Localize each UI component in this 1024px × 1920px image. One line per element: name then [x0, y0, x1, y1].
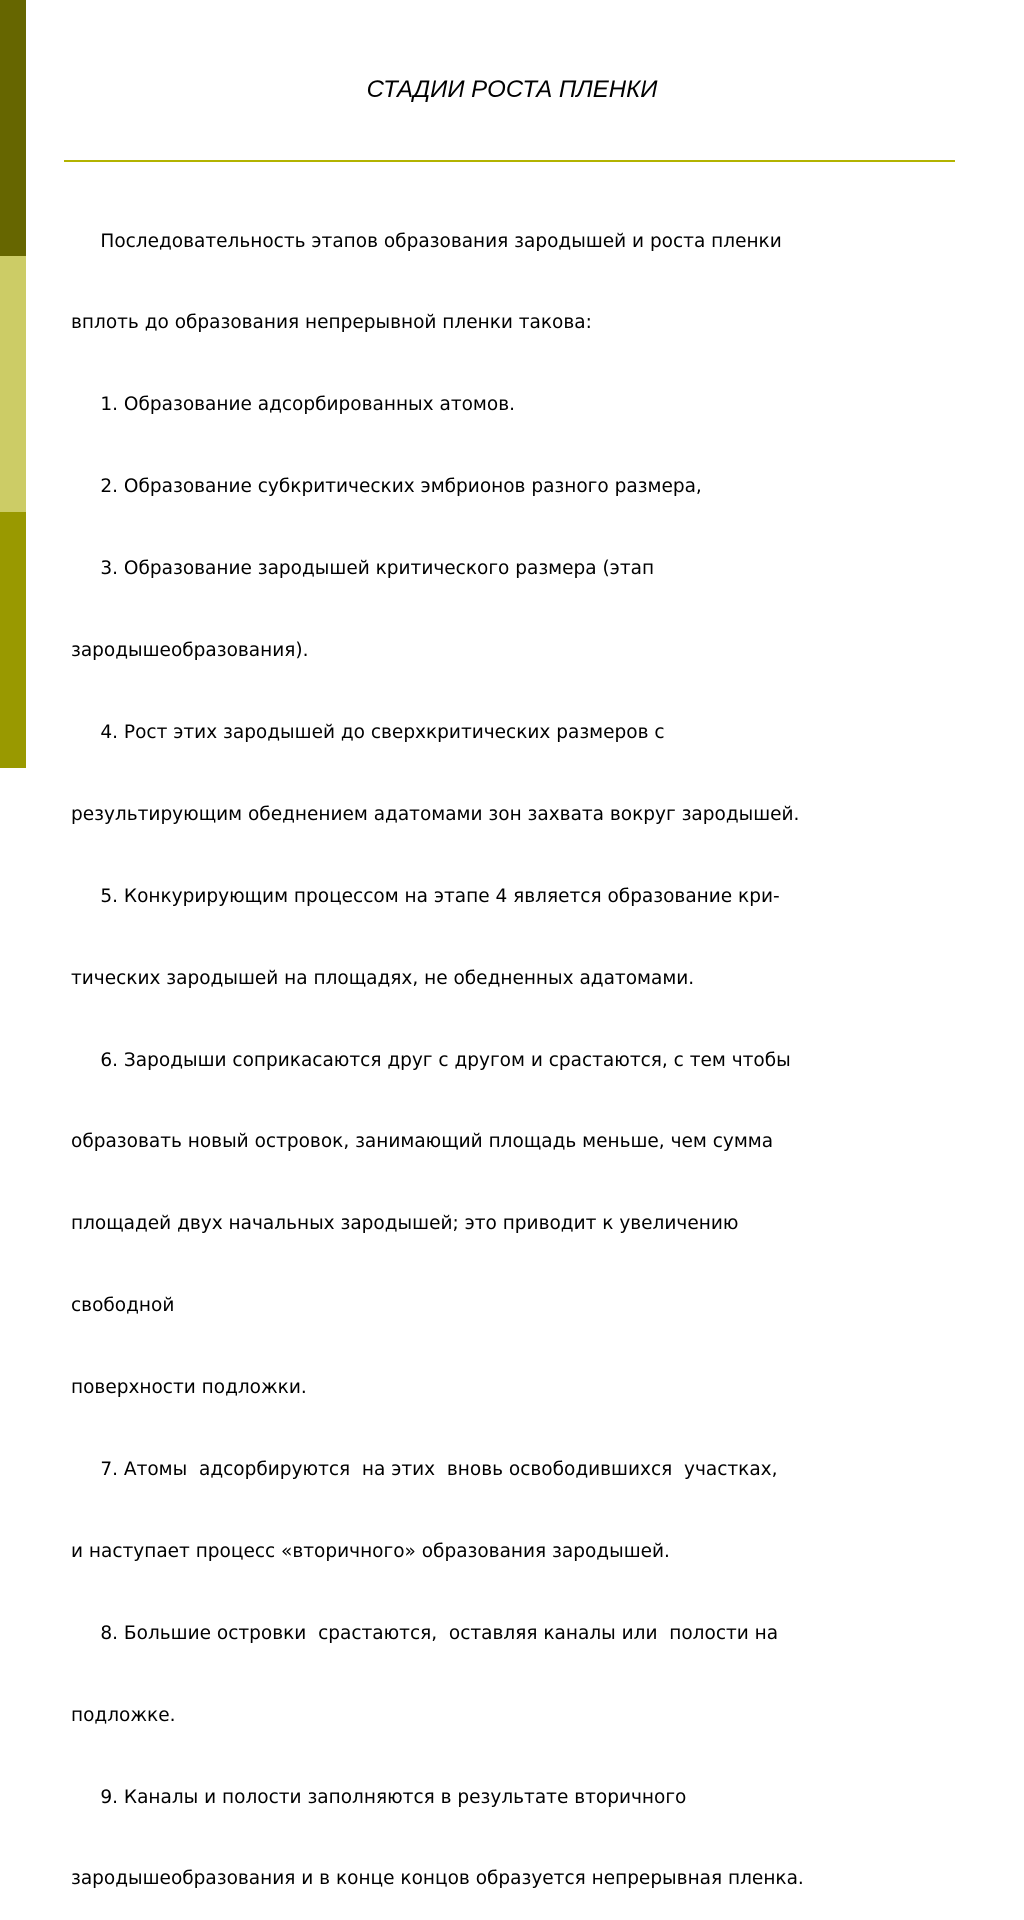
- body-line: подложке.: [71, 1704, 176, 1726]
- accent-bar-middle: [0, 256, 26, 512]
- body-line: Последовательность этапов образования зародышей и роста пленки: [71, 230, 782, 252]
- body-line: и наступает процесс «вторичного» образования зародышей.: [71, 1540, 670, 1562]
- body-line: площадей двух начальных зародышей; это приводит к увеличению: [71, 1213, 739, 1235]
- accent-bar-bottom: [0, 512, 26, 768]
- slide-title: СТАДИИ РОСТА ПЛЕНКИ: [366, 76, 658, 103]
- body-line: 5. Конкурирующим процессом на этапе 4 является образование кри-: [71, 885, 780, 907]
- body-line: 9. Каналы и полости заполняются в результате вторичного: [71, 1786, 687, 1808]
- body-line: 2. Образование субкритических эмбрионов разного размера,: [71, 476, 702, 498]
- body-line: вплоть до образования непрерывной пленки такова:: [71, 312, 592, 334]
- body-line: образовать новый островок, занимающий площадь меньше, чем сумма: [71, 1131, 774, 1153]
- accent-bar-top: [0, 0, 26, 256]
- body-line: 3. Образование зародышей критического размера (этап: [71, 558, 655, 580]
- body-line: 8. Большие островки срастаются, оставляя каналы или полости на: [71, 1622, 779, 1644]
- body-line: зародышеобразования).: [71, 640, 309, 662]
- body-line: результирующим обеднением адатомами зон захвата вокруг зародышей.: [71, 803, 800, 825]
- body-line: свободной: [71, 1295, 175, 1317]
- body-line: поверхности подложки.: [71, 1377, 307, 1399]
- slide-body: [71, 173, 971, 1920]
- title-divider: [64, 160, 955, 162]
- body-line: 1. Образование адсорбированных атомов.: [71, 394, 515, 416]
- body-line: 6. Зародыши соприкасаются друг с другом и срастаются, с тем чтобы: [71, 1049, 791, 1071]
- body-line: зародышеобразования и в конце концов образуется непрерывная пленка.: [71, 1868, 804, 1890]
- body-line: 4. Рост этих зародышей до сверхкритических размеров с: [71, 721, 665, 743]
- body-line: 7. Атомы адсорбируются на этих вновь освободившихся участках,: [71, 1458, 778, 1480]
- body-line: тических зародышей на площадях, не обедненных адатомами.: [71, 967, 695, 989]
